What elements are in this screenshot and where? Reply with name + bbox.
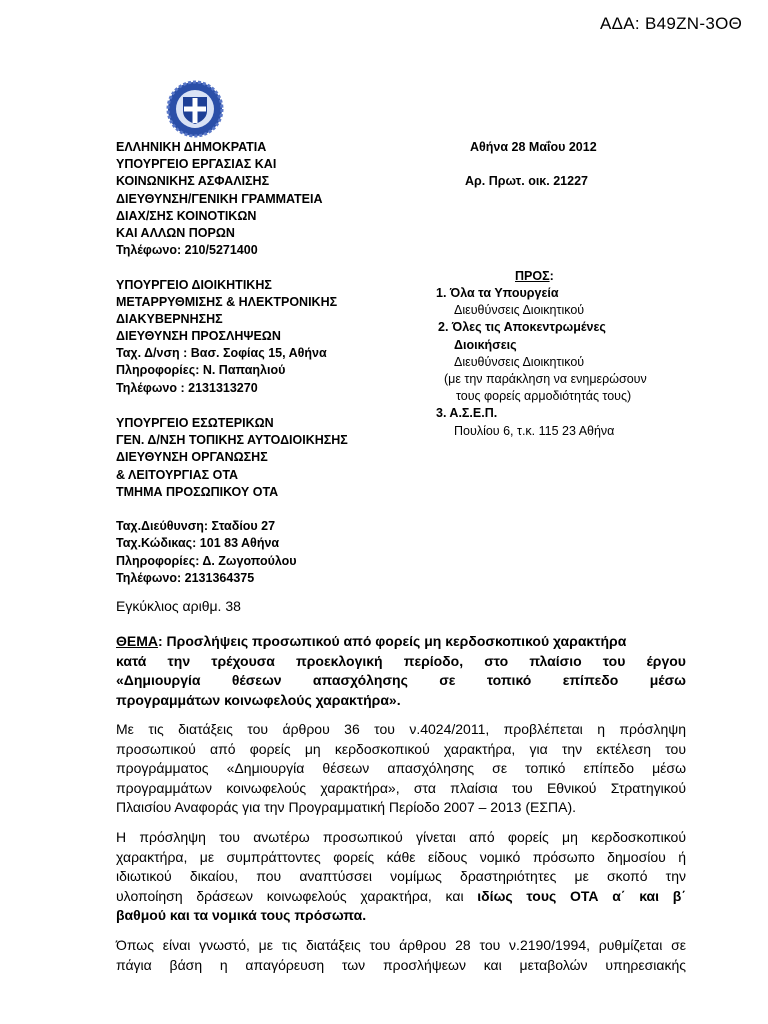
contact3-line: Ταχ.Διεύθυνση: Σταδίου 27 [116, 519, 276, 534]
ministry3-line: ΤΜΗΜΑ ΠΡΟΣΩΠΙΚΟΥ ΟΤΑ [116, 484, 279, 499]
document-date: Αθήνα 28 Μαΐου 2012 [470, 140, 597, 154]
paragraph-emphasis: ιδίως τους ΟΤΑ α΄ και β΄ [477, 887, 686, 904]
subject-word: προεκλογική [296, 652, 383, 669]
ministry2-line: Τηλέφωνο : 2131313270 [116, 380, 258, 395]
recipient-3-sub: Πουλίου 6, τ.κ. 115 23 Αθήνα [454, 423, 615, 438]
subject-word: την [167, 652, 191, 669]
subject-word: περίοδο, [403, 652, 464, 669]
ministry3-line: & ΛΕΙΤΟΥΡΓΙΑΣ ΟΤΑ [116, 467, 239, 482]
ministry3-line: ΓΕΝ. Δ/ΝΣΗ ΤΟΠΙΚΗΣ ΑΥΤΟΔΙΟΙΚΗΣΗΣ [116, 433, 348, 448]
ministry2-line: ΔΙΕΥΘΥΝΣΗ ΠΡΟΣΛΗΨΕΩΝ [116, 329, 281, 344]
contact3-line: Ταχ.Κώδικας: 101 83 Αθήνα [116, 536, 280, 551]
subject-word: κατά [116, 652, 147, 669]
subject-line-1 [116, 632, 686, 652]
paragraph-text: υλοποίηση δράσεων κοινωφελούς χαρακτήρα, και [116, 887, 478, 904]
paragraph-line: Η πρόσληψη του ανωτέρω προσωπικού γίνεται από φορείς μη κερδοσκοπικού [116, 829, 686, 845]
recipients-list [436, 285, 647, 440]
paragraph-2 [116, 828, 686, 926]
header-phone: Τηλέφωνο: 210/5271400 [116, 243, 258, 258]
paragraph-line: πάγια βάση η απαγόρευση των προσλήψεων και μεταβολών υπηρεσιακής [116, 956, 686, 973]
paragraph-line: χαρακτήρα, με συμπράττοντες φορείς κάθε είδους νομικό πρόσωπο δημοσίου ή [116, 848, 686, 865]
ministry3-line: ΥΠΟΥΡΓΕΙΟ ΕΣΩΤΕΡΙΚΩΝ [116, 416, 274, 430]
recipient-1-sub: Διευθύνσεις Διοικητικού [454, 303, 585, 318]
recipient-2-sub1: Διευθύνσεις Διοικητικού [454, 354, 585, 369]
recipient-2: 2. Όλες τις Αποκεντρωμένες [438, 320, 606, 335]
header-line: ΔΙΕΥΘΥΝΣΗ/ΓΕΝΙΚΗ ΓΡΑΜΜΑΤΕΙΑ [116, 191, 323, 206]
subject-word: τοπικό [486, 672, 532, 688]
recipient-2-line2: Διοικήσεις [454, 337, 517, 352]
greek-coat-of-arms-icon [166, 80, 224, 138]
contact3-line: Πληροφορίες: Δ. Ζωγοπούλου [116, 553, 297, 568]
ada-code: ΑΔΑ: Β49ΖΝ-3ΟΘ [600, 14, 743, 33]
circular-number: Εγκύκλιος αριθμ. 38 [116, 598, 241, 614]
ministry2-line: Ταχ. Δ/νση : Βασ. Σοφίας 15, Αθήνα [116, 346, 327, 361]
paragraph-1 [116, 720, 686, 818]
header-line: ΚΟΙΝΩΝΙΚΗΣ ΑΣΦΑΛΙΣΗΣ [116, 174, 270, 189]
paragraph-line: προγραμμάτων κοινωφελούς χαρακτήρα», στα πλαίσια του Εθνικού Στρατηγικού [116, 779, 686, 796]
header-line: ΚΑΙ ΑΛΛΩΝ ΠΟΡΩΝ [116, 225, 235, 240]
ministry2-line: ΜΕΤΑΡΡΥΘΜΙΣΗΣ & ΗΛΕΚΤΡΟΝΙΚΗΣ [116, 294, 338, 309]
paragraph-line: Όπως είναι γνωστό, με τις διατάξεις του άρθρου 28 του ν.2190/1994, ρυθμίζεται σε [116, 937, 686, 953]
subject-word: στο [484, 652, 509, 669]
paragraph-3 [116, 936, 686, 975]
paragraph-line: ιδιωτικού δικαίου, που αναπτύσσει νομίμως δραστηριότητες με σκοπό την [116, 868, 686, 884]
sender-header [116, 139, 337, 397]
subject-word: «Δημιουργία [116, 672, 201, 688]
header-line: ΕΛΛΗΝΙΚΗ ΔΗΜΟΚΡΑΤΙΑ [116, 140, 267, 154]
paragraph-line: προσωπικού από φορείς μη κερδοσκοπικού χαρακτήρα, για την εκτέλεση του [116, 740, 686, 757]
subject-text-1: : Προσλήψεις προσωπικού από φορείς μη κερδοσκοπικού χαρακτήρα [158, 633, 627, 649]
subject-line-3 [116, 671, 686, 691]
paragraph-line: Με τις διατάξεις του άρθρου 36 του ν.4024/2011, προβλέπεται η πρόσληψη [116, 721, 686, 737]
ministry2-line: ΥΠΟΥΡΓΕΙΟ ΔΙΟΙΚΗΤΙΚΗΣ [116, 277, 272, 292]
paragraph-emphasis: βαθμού και τα νομικά τους πρόσωπα. [116, 907, 367, 923]
subject-line-4: προγραμμάτων κοινωφελούς χαρακτήρα». [116, 691, 401, 708]
recipient-2-sub2: (με την παράκληση να ενημερώσουν [444, 371, 647, 386]
subject-word: του [602, 652, 626, 669]
recipients-colon: : [549, 269, 554, 283]
subject-word: έργου [646, 652, 686, 669]
header-line: ΔΙΑΧ/ΣΗΣ ΚΟΙΝΟΤΙΚΩΝ [116, 208, 257, 223]
header-line: ΥΠΟΥΡΓΕΙΟ ΕΡΓΑΣΙΑΣ ΚΑΙ [116, 157, 277, 172]
subject-word: απασχόλησης [312, 672, 408, 688]
subject-word: σε [439, 672, 456, 688]
subject-block [116, 632, 686, 710]
subject-word: επίπεδο [562, 672, 619, 688]
ministry2-line: ΔΙΑΚΥΒΕΡΝΗΣΗΣ [116, 311, 223, 326]
protocol-number: Αρ. Πρωτ. οικ. 21227 [465, 174, 588, 188]
ministry3-block [116, 415, 348, 587]
paragraph-line: Πλαισίου Αναφοράς για την Προγραμματική Περίοδο 2007 – 2013 (ΕΣΠΑ). [116, 799, 576, 815]
recipient-1: 1. Όλα τα Υπουργεία [436, 286, 559, 300]
subject-word: μέσω [649, 672, 686, 688]
ministry2-line: Πληροφορίες: Ν. Παπαηλιού [116, 363, 286, 378]
contact3-line: Τηλέφωνο: 2131364375 [116, 570, 255, 585]
subject-word: θέσεων [231, 672, 282, 688]
recipients-label: ΠΡΟΣ [515, 269, 550, 283]
subject-word: πλαίσιο [529, 652, 582, 669]
recipients-heading [515, 268, 554, 285]
recipient-2-sub3: τους φορείς αρμοδιότητάς τους) [456, 389, 632, 404]
recipient-3: 3. Α.Σ.Ε.Π. [436, 406, 498, 421]
subject-word: τρέχουσα [211, 652, 275, 669]
ministry3-line: ΔΙΕΥΘΥΝΣΗ ΟΡΓΑΝΩΣΗΣ [116, 450, 268, 465]
paragraph-line: προγράμματος «Δημιουργία θέσεων απασχόλησης σε τοπικό επίπεδο μέσω [116, 760, 686, 776]
subject-line-2 [116, 652, 686, 672]
paragraph-line [116, 887, 686, 907]
subject-label: ΘΕΜΑ [116, 633, 158, 649]
